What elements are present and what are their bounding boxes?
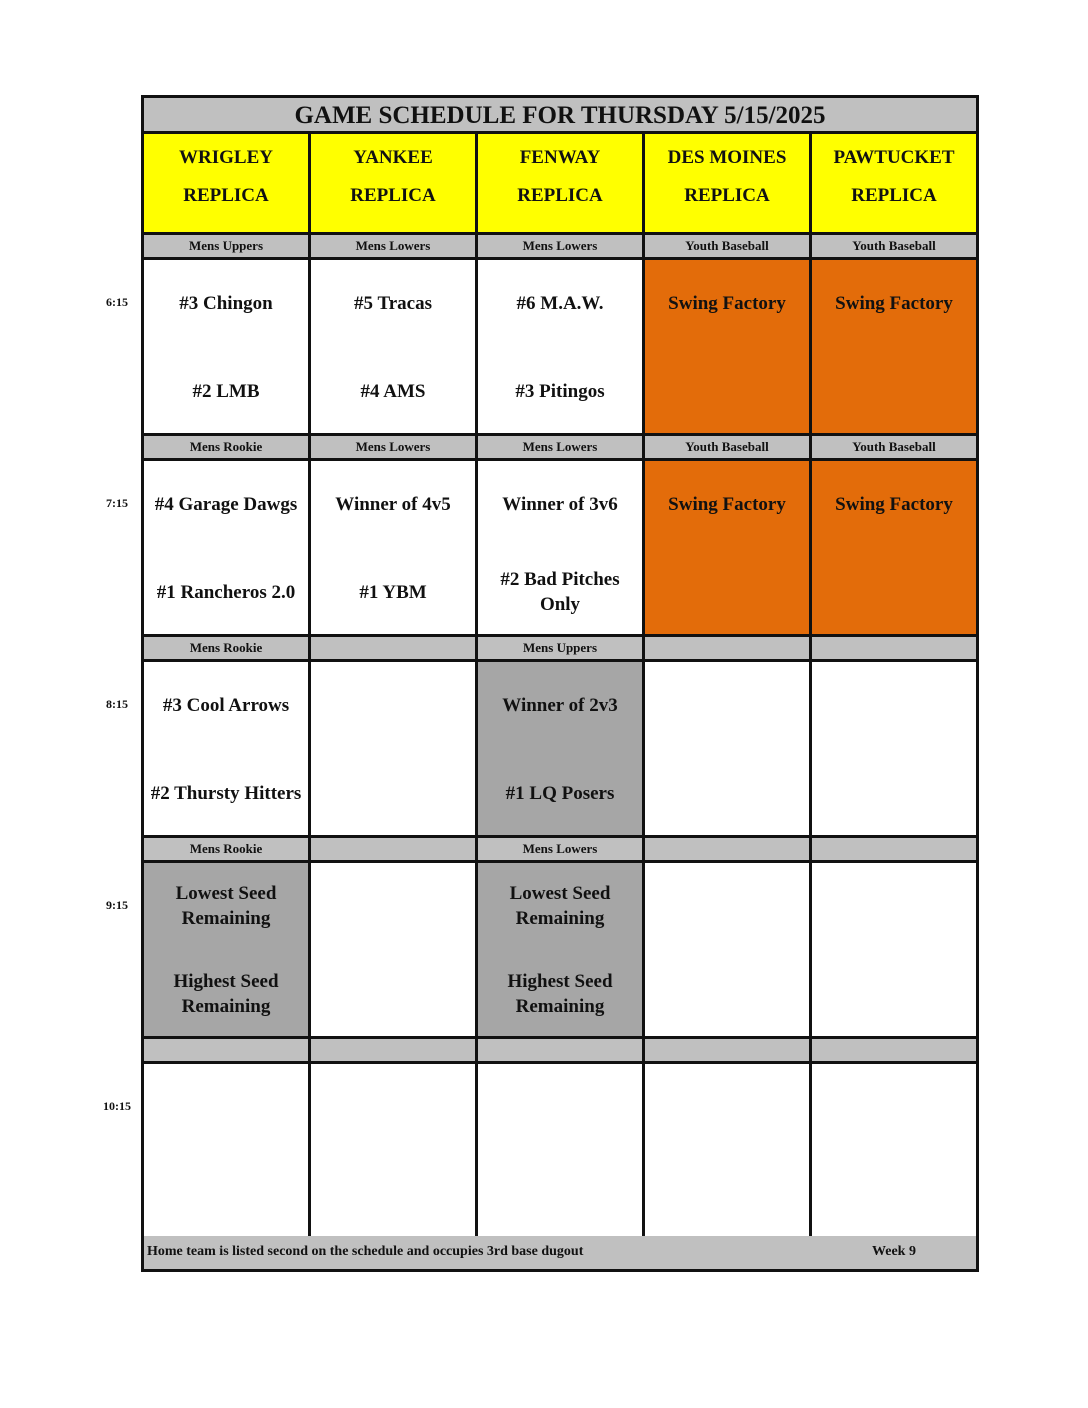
field-header-des-moines bbox=[645, 134, 812, 235]
game-cell-wrigley bbox=[144, 461, 311, 637]
away-team: Winner of 3v6 bbox=[502, 493, 618, 515]
game-cell-yankee bbox=[311, 461, 478, 637]
home-team bbox=[311, 969, 475, 1019]
division-label-des-moines: Youth Baseball bbox=[645, 235, 812, 260]
away-team: #4 Garage Dawgs bbox=[154, 493, 298, 515]
home-team bbox=[812, 1170, 976, 1220]
division-label-des-moines bbox=[645, 637, 812, 662]
away-team bbox=[645, 881, 809, 931]
division-label-fenway bbox=[478, 1039, 645, 1064]
division-label-fenway: Mens Uppers bbox=[478, 637, 645, 662]
game-cell-yankee bbox=[311, 662, 478, 838]
game-cell-des-moines bbox=[645, 461, 812, 637]
game-cell-pawtucket bbox=[812, 662, 976, 838]
game-cell-pawtucket bbox=[812, 260, 976, 436]
away-team: #3 Chingon bbox=[179, 292, 273, 314]
away-team bbox=[478, 1082, 642, 1132]
field-sub: REPLICA bbox=[517, 185, 603, 206]
game-cell-pawtucket bbox=[812, 863, 976, 1039]
home-team: Highest Seed Remaining bbox=[173, 971, 279, 1017]
game-cell-fenway bbox=[478, 863, 645, 1039]
field-name: PAWTUCKET bbox=[833, 147, 955, 168]
home-team bbox=[311, 1170, 475, 1220]
game-cell-wrigley bbox=[144, 1064, 311, 1240]
schedule-footer bbox=[144, 1236, 976, 1269]
time-label: 6:15 bbox=[106, 295, 128, 309]
home-team: #1 Rancheros 2.0 bbox=[156, 581, 296, 603]
home-team: #1 LQ Posers bbox=[505, 782, 615, 804]
division-label-wrigley: Mens Uppers bbox=[144, 235, 311, 260]
away-team bbox=[812, 680, 976, 730]
division-label-fenway: Mens Lowers bbox=[478, 436, 645, 461]
home-team bbox=[478, 1170, 642, 1220]
game-cell-fenway bbox=[478, 461, 645, 637]
field-header-wrigley bbox=[144, 134, 311, 235]
away-team: #6 M.A.W. bbox=[516, 292, 604, 314]
home-team bbox=[645, 1170, 809, 1220]
home-team: #1 YBM bbox=[359, 581, 427, 603]
away-team bbox=[645, 1082, 809, 1132]
footer-note: Home team is listed second on the schedule and occupies 3rd base dugout bbox=[147, 1244, 584, 1259]
game-cell-yankee bbox=[311, 260, 478, 436]
field-name: WRIGLEY bbox=[179, 147, 273, 168]
field-header-fenway bbox=[478, 134, 645, 235]
division-label-des-moines bbox=[645, 1039, 812, 1064]
home-team: #4 AMS bbox=[360, 380, 426, 402]
game-cell-wrigley bbox=[144, 260, 311, 436]
game-cell-des-moines bbox=[645, 260, 812, 436]
away-team: Swing Factory bbox=[668, 292, 786, 314]
division-label-fenway: Mens Lowers bbox=[478, 838, 645, 863]
game-cell-fenway bbox=[478, 662, 645, 838]
division-label-wrigley bbox=[144, 1039, 311, 1064]
away-team: Lowest Seed Remaining bbox=[509, 883, 611, 929]
game-cell-des-moines bbox=[645, 863, 812, 1039]
home-team: #2 Thursty Hitters bbox=[150, 782, 302, 804]
field-header-yankee bbox=[311, 134, 478, 235]
field-name: FENWAY bbox=[519, 147, 601, 168]
division-label-wrigley: Mens Rookie bbox=[144, 436, 311, 461]
division-label-pawtucket: Youth Baseball bbox=[812, 436, 976, 461]
division-label-des-moines bbox=[645, 838, 812, 863]
game-cell-des-moines bbox=[645, 1064, 812, 1240]
game-cell-fenway bbox=[478, 1064, 645, 1240]
division-label-pawtucket bbox=[812, 838, 976, 863]
week-label: Week 9 bbox=[872, 1244, 916, 1259]
field-sub: REPLICA bbox=[851, 185, 937, 206]
away-team: Lowest Seed Remaining bbox=[175, 883, 277, 929]
division-label-pawtucket: Youth Baseball bbox=[812, 235, 976, 260]
away-team bbox=[311, 680, 475, 730]
game-cell-wrigley bbox=[144, 662, 311, 838]
division-label-wrigley: Mens Rookie bbox=[144, 637, 311, 662]
field-sub: REPLICA bbox=[183, 185, 269, 206]
game-cell-fenway bbox=[478, 260, 645, 436]
away-team: Winner of 4v5 bbox=[335, 493, 451, 515]
field-name: YANKEE bbox=[353, 147, 433, 168]
division-label-wrigley: Mens Rookie bbox=[144, 838, 311, 863]
field-header-pawtucket bbox=[812, 134, 976, 235]
away-team: #5 Tracas bbox=[354, 292, 432, 314]
home-team bbox=[144, 1170, 308, 1220]
game-cell-yankee bbox=[311, 863, 478, 1039]
division-label-yankee bbox=[311, 637, 478, 662]
away-team bbox=[311, 881, 475, 931]
away-team bbox=[812, 881, 976, 931]
division-label-des-moines: Youth Baseball bbox=[645, 436, 812, 461]
division-label-pawtucket bbox=[812, 637, 976, 662]
game-cell-wrigley bbox=[144, 863, 311, 1039]
home-team bbox=[812, 366, 976, 416]
home-team bbox=[812, 969, 976, 1019]
home-team bbox=[645, 567, 809, 617]
game-cell-pawtucket bbox=[812, 461, 976, 637]
home-team bbox=[645, 366, 809, 416]
schedule-title: GAME SCHEDULE FOR THURSDAY 5/15/2025 bbox=[144, 98, 976, 134]
field-name: DES MOINES bbox=[667, 147, 787, 168]
home-team: Highest Seed Remaining bbox=[507, 971, 613, 1017]
home-team bbox=[311, 768, 475, 818]
field-sub: REPLICA bbox=[684, 185, 770, 206]
game-cell-yankee bbox=[311, 1064, 478, 1240]
time-label: 7:15 bbox=[106, 496, 128, 510]
away-team: Winner of 2v3 bbox=[502, 694, 618, 716]
away-team: Swing Factory bbox=[835, 493, 953, 515]
home-team bbox=[645, 969, 809, 1019]
away-team: Swing Factory bbox=[668, 493, 786, 515]
time-label: 8:15 bbox=[106, 697, 128, 711]
home-team: #2 Bad Pitches Only bbox=[500, 569, 620, 615]
field-sub: REPLICA bbox=[350, 185, 436, 206]
division-label-yankee bbox=[311, 838, 478, 863]
away-team bbox=[311, 1082, 475, 1132]
time-label: 9:15 bbox=[106, 898, 128, 912]
division-label-yankee bbox=[311, 1039, 478, 1064]
game-cell-pawtucket bbox=[812, 1064, 976, 1240]
division-label-yankee: Mens Lowers bbox=[311, 235, 478, 260]
home-team bbox=[812, 768, 976, 818]
time-label: 10:15 bbox=[103, 1099, 131, 1113]
home-team: #2 LMB bbox=[192, 380, 260, 402]
division-label-yankee: Mens Lowers bbox=[311, 436, 478, 461]
division-label-fenway: Mens Lowers bbox=[478, 235, 645, 260]
away-team: Swing Factory bbox=[835, 292, 953, 314]
home-team: #3 Pitingos bbox=[515, 380, 605, 402]
home-team bbox=[812, 567, 976, 617]
home-team bbox=[645, 768, 809, 818]
away-team bbox=[812, 1082, 976, 1132]
away-team bbox=[144, 1082, 308, 1132]
division-label-pawtucket bbox=[812, 1039, 976, 1064]
game-cell-des-moines bbox=[645, 662, 812, 838]
away-team: #3 Cool Arrows bbox=[162, 694, 290, 716]
schedule-table bbox=[141, 95, 979, 1272]
away-team bbox=[645, 680, 809, 730]
